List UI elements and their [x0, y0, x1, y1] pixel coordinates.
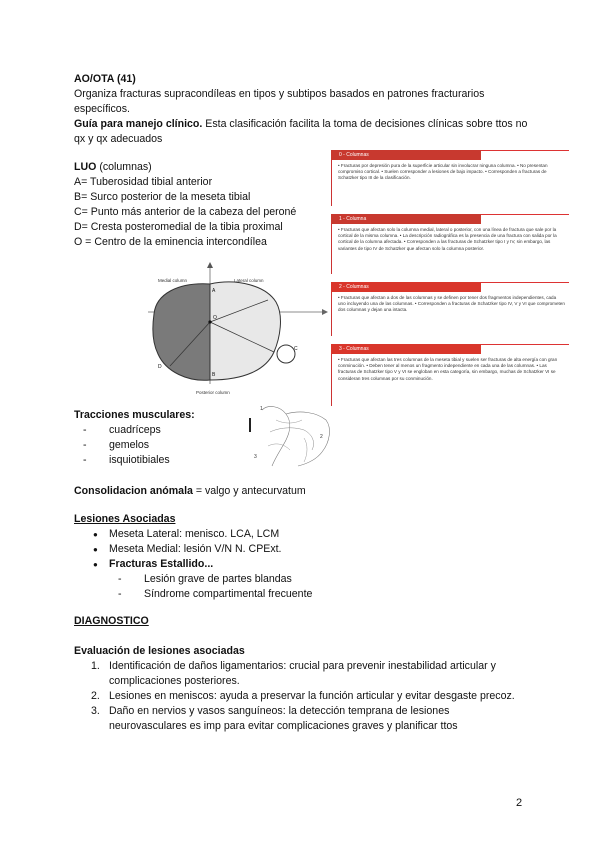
card-divider	[481, 282, 569, 283]
diagram-letter-a: A	[212, 288, 216, 294]
luo-item: D= Cresta posteromedial de la tibia proximal	[74, 221, 283, 234]
column-card-header: 1 - Columna	[331, 214, 481, 224]
list-item: 3. Daño en nervios y vasos sanguíneos: la detección temprana de lesiones neurovasculares es imp para evitar complicaciones graves y planificar ttos	[91, 705, 458, 733]
associated-injuries-title: Lesiones Asociadas	[74, 513, 176, 525]
diagnosis-subtitle: Evaluación de lesiones asociadas	[74, 645, 245, 658]
list-item: 1. Identificación de daños ligamentarios: crucial para prevenir inestabilidad articular y complicaciones posteriores.	[91, 660, 496, 688]
burst-fracture-sublist	[74, 572, 534, 602]
column-card-header: 2 - Columnas	[331, 282, 481, 292]
list-item-text: Daño en nervios y vasos sanguíneos: la detección temprana de lesiones neurovasculares es imp para evitar complicaciones graves y planificar ttos	[109, 705, 458, 733]
column-card-header: 3 - Columnas	[331, 344, 481, 354]
column-card-body	[331, 160, 569, 206]
column-card-header: 0 - Columnas	[331, 150, 481, 160]
diagram-label-posterior: Posterior column	[196, 390, 230, 395]
list-item: - Síndrome compartimental frecuente	[144, 587, 534, 602]
diagnosis-title: DIAGNOSTICO	[74, 615, 149, 627]
tibial-plateau-diagram	[148, 262, 330, 412]
diagnosis-section	[74, 614, 524, 734]
luo-title-rest: (columnas)	[96, 161, 152, 173]
clinical-guide-label: Guía para manejo clínico.	[74, 118, 203, 131]
list-item-text: Lesiones en meniscos: ayuda a preservar la función articular y evitar desgaste precoz.	[109, 690, 515, 703]
diagram-letter-o: O	[213, 315, 217, 321]
associated-injuries-section	[74, 512, 534, 602]
list-item: ● Meseta Medial: lesión V/N N. CPExt.	[109, 542, 534, 557]
ao-ota-description: Organiza fracturas supracondíleas en tipos y subtipos basados en patrones fracturarios específicos.	[74, 88, 485, 116]
muscle-traction-title: Tracciones musculares:	[74, 409, 195, 421]
column-card-text: • Fracturas que afectan solo la columna medial, lateral o posterior, con una línea de fractura que sale por la cortical de la misma columna. • La descripción radiográfica es la presencia de una fractura con salida por la cortical de la columna afectada. • Corresponden a las fracturas de Schatzker tipo I y IV, sin embargo, las variantes de tipo IV de Schatzker que afectan solo la columna posterior.	[338, 227, 557, 251]
list-item: - cuadríceps	[109, 423, 244, 438]
list-item: - gemelos	[109, 438, 244, 453]
consolidation-text	[74, 484, 534, 499]
column-card-body	[331, 354, 569, 406]
knee-muscle-sketch	[246, 402, 338, 468]
sketch-label-1: 1	[260, 406, 263, 412]
luo-item: A= Tuberosidad tibial anterior	[74, 176, 213, 189]
diagnosis-list	[74, 659, 524, 734]
diagram-letter-b: B	[212, 372, 216, 378]
sketch-label-3: 3	[254, 454, 257, 460]
column-card-2	[331, 282, 569, 336]
clinical-guide-text: Esta clasificación facilita la toma de decisiones clínicas sobre ttos no qx y qx adecuados	[74, 118, 528, 146]
consolidation-label: Consolidacion anómala	[74, 485, 193, 497]
ao-ota-title: AO/OTA (41)	[74, 73, 136, 85]
luo-title-bold: LUO	[74, 161, 97, 173]
diagram-label-medial: Medial column	[158, 278, 188, 283]
column-card-text: • Fracturas por depresión pura de la superficie articular sin involucrar ninguna columna. • No presentan compromiso cortical. • Suelen corresponder a lesiones de bajo impacto. • Corresponden a fracturas de Schatzker tipo III de la clasificación.	[338, 163, 548, 181]
list-item: 2. Lesiones en meniscos: ayuda a preservar la función articular y evitar desgaste precoz.	[91, 690, 515, 703]
columns-classification-panel	[331, 150, 569, 414]
clinical-guide-paragraph	[74, 117, 534, 147]
list-item-text: Identificación de daños ligamentarios: crucial para prevenir inestabilidad articular y complicaciones posteriores.	[109, 660, 496, 688]
ao-ota-section	[74, 72, 534, 147]
muscle-traction-section	[74, 408, 244, 468]
list-item: ● Meseta Lateral: menisco. LCA, LCM	[109, 527, 534, 542]
luo-title	[74, 160, 344, 175]
column-card-text: • Fracturas que afectan las tres columnas de la meseta tibial y suelen ser fracturas de alta energía con gran conminución. • Deben tener al menos un fragmento independiente en cada una de las columnas. • Las fracturas de Schatzker tipo V y VI se engloban en esta categoría, sin embargo, muchas de Schatzker VI se consideran tres columnas por su conminución.	[338, 357, 558, 381]
consolidation-value: = valgo y antecurvatum	[192, 485, 306, 497]
diagram-label-lateral: Lateral column	[234, 278, 264, 283]
luo-section	[74, 160, 344, 250]
column-card-text: • Fracturas que afectan a dos de las columnas y se definen por tener dos fragmentos independientes, cada uno incluyendo una de las columnas. • Corresponden a fracturas de Schatzker tipo IV, V y VI que comprometen dos columnas y dejan una intacta.	[338, 295, 565, 313]
card-divider	[481, 344, 569, 345]
list-item: ● Fracturas Estallido...	[109, 557, 534, 572]
list-item: - Lesión grave de partes blandas	[144, 572, 534, 587]
card-divider	[481, 214, 569, 215]
column-card-0	[331, 150, 569, 206]
consolidation-section	[74, 484, 534, 499]
column-card-body	[331, 292, 569, 336]
column-card-3	[331, 344, 569, 406]
sketch-label-2: 2	[320, 434, 323, 440]
card-divider	[481, 150, 569, 151]
muscle-traction-list	[74, 423, 244, 468]
list-item: - isquiotibiales	[109, 453, 244, 468]
page-number: 2	[516, 797, 523, 809]
luo-item: O = Centro de la eminencia intercondílea	[74, 236, 267, 249]
associated-injuries-list	[74, 527, 534, 572]
diagram-letter-c: C	[294, 346, 298, 352]
column-card-body	[331, 224, 569, 274]
diagram-letter-d: D	[158, 364, 162, 370]
luo-item: B= Surco posterior de la meseta tibial	[74, 191, 251, 204]
luo-item: C= Punto más anterior de la cabeza del peroné	[74, 206, 297, 219]
column-card-1	[331, 214, 569, 274]
